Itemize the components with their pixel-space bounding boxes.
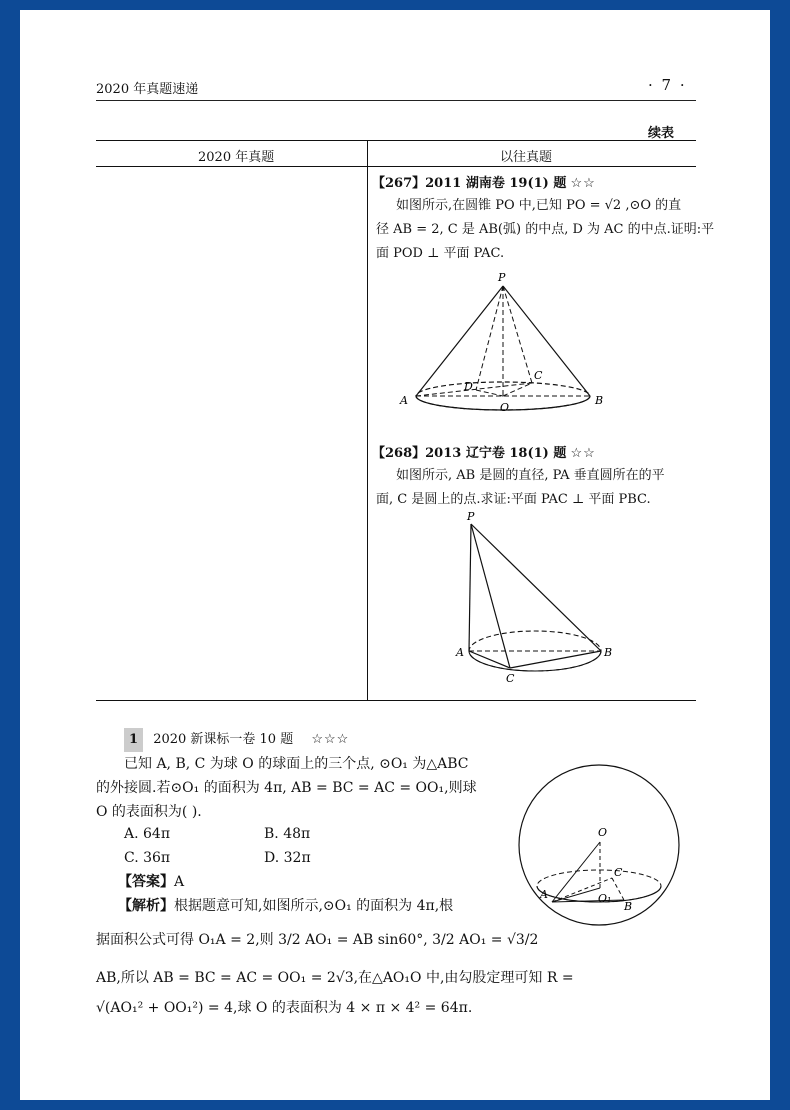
problem-number: 1 bbox=[124, 728, 143, 752]
problem1-line1: 已知 A, B, C 为球 O 的球面上的三个点, ⊙O₁ 为△ABC bbox=[124, 756, 469, 772]
analysis-line1: 【解析】根据题意可知,如图所示,⊙O₁ 的面积为 4π,根 bbox=[118, 898, 454, 914]
q267-line1: 如图所示,在圆锥 PO 中,已知 PO = √2 ,⊙O 的直 bbox=[396, 198, 682, 213]
problem1-stars: ☆☆☆ bbox=[311, 732, 350, 747]
sphere-figure bbox=[514, 760, 686, 932]
sphere-label-A: A bbox=[540, 888, 548, 901]
q268-line2: 面, C 是圆上的点.求证:平面 PAC ⊥ 平面 PBC. bbox=[376, 492, 651, 507]
q268-title: 【268】2013 辽宁卷 18(1) 题 ☆☆ bbox=[372, 446, 596, 461]
q268-line1: 如图所示, AB 是圆的直径, PA 垂直圆所在的平 bbox=[396, 468, 665, 483]
q267-line3: 面 POD ⊥ 平面 PAC. bbox=[376, 246, 505, 261]
cone-label-B: B bbox=[595, 394, 604, 407]
cone-label-C: C bbox=[534, 369, 543, 382]
continued-table-label: 续表 bbox=[648, 126, 675, 141]
analysis-line3: AB,所以 AB = BC = AC = OO₁ = 2√3,在△AO₁O 中,由勾股定理可知 R = bbox=[96, 970, 574, 986]
q267-line2: 径 AB = 2, C 是 AB(弧) 的中点, D 为 AC 的中点.证明:平 bbox=[376, 222, 715, 237]
sphere-label-C: C bbox=[614, 866, 623, 879]
option-d: D. 32π bbox=[264, 850, 311, 866]
header-rule bbox=[96, 100, 696, 101]
table-top-rule bbox=[96, 140, 696, 141]
pyramid-label-B: B bbox=[604, 646, 613, 659]
sphere-label-B: B bbox=[624, 900, 633, 913]
table-header-rule bbox=[96, 166, 696, 167]
table-column-divider bbox=[367, 140, 368, 700]
q267-stars: ☆☆ bbox=[570, 176, 596, 191]
option-a: A. 64π bbox=[124, 826, 171, 842]
sphere-label-O1: O₁ bbox=[598, 892, 612, 905]
cone-label-D: D bbox=[464, 380, 473, 393]
table-header-2020: 2020 年真题 bbox=[198, 150, 275, 165]
pyramid-label-P: P bbox=[467, 510, 475, 523]
pyramid-label-A: A bbox=[456, 646, 464, 659]
analysis-line2: 据面积公式可得 O₁A = 2,则 3/2 AO₁ = AB sin60°, 3/2 AO₁ = √3/2 bbox=[96, 932, 539, 948]
table-header-past: 以往真题 bbox=[500, 150, 553, 165]
cone-label-O: O bbox=[500, 401, 510, 414]
option-c: C. 36π bbox=[124, 850, 171, 866]
problem1-line3: O 的表面积为( ). bbox=[96, 804, 202, 820]
running-header-title: 2020 年真题速递 bbox=[96, 82, 199, 97]
cone-label-P: P bbox=[498, 271, 506, 284]
table-bottom-rule bbox=[96, 700, 696, 701]
analysis-line4: √(AO₁² + OO₁²) = 4,球 O 的表面积为 4 × π × 4² = 64π. bbox=[96, 1000, 473, 1016]
pyramid-figure bbox=[450, 510, 620, 690]
problem1-line2: 的外接圆.若⊙O₁ 的面积为 4π, AB = BC = AC = OO₁,则球 bbox=[96, 780, 477, 796]
q267-title: 【267】2011 湖南卷 19(1) 题 ☆☆ bbox=[372, 176, 596, 191]
cone-label-A: A bbox=[400, 394, 408, 407]
answer: 【答案】A bbox=[118, 874, 185, 890]
problem1-title: 1 2020 新课标一卷 10 题 ☆☆☆ bbox=[124, 728, 349, 752]
sphere-label-O: O bbox=[598, 826, 608, 839]
page-number: · 7 · bbox=[648, 76, 687, 94]
option-b: B. 48π bbox=[264, 826, 311, 842]
cone-figure bbox=[390, 266, 630, 426]
q268-stars: ☆☆ bbox=[570, 446, 596, 461]
document-page bbox=[20, 10, 770, 1100]
pyramid-label-C: C bbox=[506, 672, 515, 685]
